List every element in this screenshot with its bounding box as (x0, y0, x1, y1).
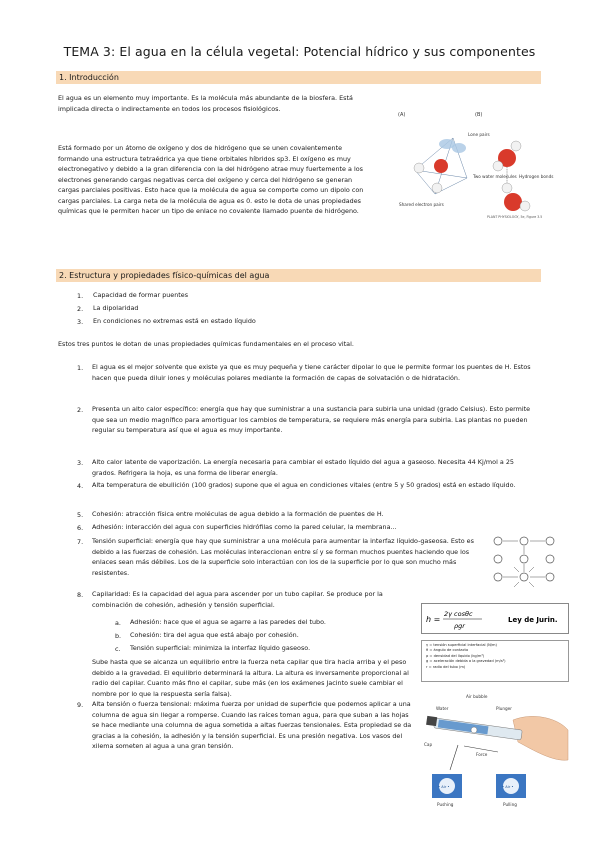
legend-line: θ = ángulo de contacto (426, 648, 469, 653)
legend-line: γ = tensión superficial interfacial (N/m) (426, 643, 497, 647)
legend-line: g = aceleración debida a la gravedad (m/s²) (426, 659, 506, 664)
hbonds-label: Hydrogen bonds (519, 174, 554, 179)
section-2-heading: 2. Estructura y propiedades físico-químicas del agua (56, 269, 541, 282)
property-item: Alta temperatura de ebullición (100 grados) supone que el agua en condiciones vitales (entre 5 y 50 grados) está en estado líquido. (92, 481, 516, 489)
shared-pairs-label: Shared electron pairs (399, 202, 444, 207)
document-title: TEMA 3: El agua en la célula vegetal: Potencial hídrico y sus componentes (63, 44, 536, 59)
property-item: Cohesión: atracción física entre moléculas de agua debido a la formación de puentes de H. (92, 510, 384, 518)
legend-line: r = radio del tubo (m) (426, 664, 466, 669)
figure-label-b: (B) (475, 112, 483, 118)
property-number: 7. (77, 538, 84, 546)
cap-label: Cap (424, 742, 433, 747)
property-number: 8. (77, 591, 84, 599)
air-bubble-label: Air bubble (466, 694, 488, 699)
formula-numerator: 2γ cosθc (444, 610, 473, 618)
sub-item-letter: a. (115, 619, 121, 627)
list-item: Capacidad de formar puentes (93, 291, 189, 299)
property-number: 5. (77, 511, 84, 519)
surface-tension-figure (490, 535, 558, 590)
formula-lhs: h = (426, 615, 441, 624)
property-number: 2. (77, 406, 84, 414)
property-item: Alto calor latente de vaporización. La energía necesaria para cambiar el estado líquido del agua a gaseoso. Necesita 44 Kj/mol a 25 grados. Refrigera la hoja, es una forma de liberar energía. (92, 458, 514, 477)
section-1-heading: 1. Introducción (56, 71, 541, 84)
intro-paragraph-2: Está formado por un átomo de oxígeno y dos de hidrógeno que se unen covalentemente formando una estructura tetraédrica ya que tiene orbitales híbridos sp3. El oxígeno es muy electronegativo y debido a la gran diferencia con la del hidrógeno atrae muy fuertemente a los electrones generando cargas negativas cerca del oxígeno y cerca del hidrógeno se generan cargas parciales positivas. Esto hace que la molécula de agua se comporte como un dipolo con cargas parciales. La carga neta de la molécula de agua es 0. esto le dota de unas propiedades químicas que le permiten hacer un tipo de enlace no covalente llamado puente de hidrógeno. (58, 144, 364, 215)
list-number: 1. (77, 292, 84, 300)
force-label: Force (476, 752, 488, 757)
sub-item-letter: b. (115, 632, 122, 640)
two-water-label: Two water molecules (473, 174, 517, 179)
jurin-formula (421, 603, 569, 634)
air-plus-right: • Air • (502, 785, 514, 789)
formula-legend (421, 640, 569, 682)
property-number: 4. (77, 482, 84, 490)
sub-item: Cohesión: tira del agua que está abajo por cohesión. (130, 631, 299, 639)
list-number: 2. (77, 305, 84, 313)
property-item: Presenta un alto calor específico: energía que hay que suministrar a una sustancia para subirla una unidad (grado Celsius). Esto permite que sea un medio magnífico para amortiguar los cambios de temperatura, se requiere más energía para subirla. Las plantas no pueden regular su temperatura así que el agua es muy importante. (92, 405, 531, 434)
section-2-intro: Estos tres puntos le dotan de unas propiedades químicas fundamentales en el proceso vital. (58, 340, 354, 348)
sub-item: Adhesión: hace que el agua se agarre a las paredes del tubo. (130, 618, 326, 626)
property-number: 9. (77, 701, 84, 709)
formula-name: Ley de Jurin. (508, 616, 558, 624)
intro-paragraph-1: El agua es un elemento muy importante. Es la molécula más abundante de la biosfera. Está implicada directa o indirectamente en todos los procesos fisiológicos. (58, 94, 353, 113)
property-item: Capilaridad: Es la capacidad del agua para ascender por un tubo capilar. Se produce por la combinación de cohesión, adhesión y tensión superficial. (92, 590, 383, 609)
property-item: El agua es el mejor solvente que existe ya que es muy pequeña y tiene carácter dipolar lo que le permite formar los puentes de H. Estos hacen que pueda diluir iones y moléculas polares mediante la formación de capas de solvatación o de hidratación. (92, 363, 531, 382)
figure-label-a: (A) (398, 112, 406, 118)
air-plus-left: • Air • (438, 785, 450, 789)
plunger-label: Plunger (496, 706, 512, 711)
list-item: La dipolaridad (93, 304, 139, 312)
property-number: 6. (77, 524, 84, 532)
water-label: Water (436, 706, 449, 711)
figure-caption: PLANT PHYSIOLOGY, 5e, Figure 3.5 (487, 215, 543, 219)
list-number: 3. (77, 318, 84, 326)
pulling-label: Pulling (503, 802, 517, 807)
water-molecule-figure (395, 108, 554, 220)
sub-item-letter: c. (115, 645, 121, 653)
property-item: Tensión superficial: energía que hay que suministrar a una molécula para aumentar la interfaz líquido-gaseosa. Esto es debido a las fuerzas de cohesión. Las moléculas interaccionan entre sí y se forman muchos puentes haciendo que los enlaces sean más débiles. Los de la superficie solo interactúan con los de la superficie por lo que son mucho más resistentes. (92, 537, 474, 577)
property-number: 1. (77, 364, 84, 372)
capillarity-paragraph: Sube hasta que se alcanza un equilibrio entre la fuerza neta capilar que tira hacia arriba y el peso debido a la gravedad. El equilibrio determinará la altura. La altura es inversamente proporcional al radio del capilar. Cuanto más fino el capilar, sube más (en los exámenes Jacinto suele cambiar el nombre por lo que la respuesta sería falsa). (92, 658, 409, 698)
legend-line: ρ = densidad del líquido (kg/m³) (426, 653, 485, 658)
list-item: En condiciones no extremas está en estado líquido (93, 317, 256, 325)
property-number: 3. (77, 459, 84, 467)
lone-pairs-label: Lone pairs (468, 132, 490, 137)
syringe-figure (418, 690, 573, 810)
formula-denominator: ρgr (454, 622, 465, 630)
property-item: Alta tensión o fuerza tensional: máxima fuerza por unidad de superficie que podemos aplicar a una columna de agua sin llegar a romperse. Cuando las raíces toman agua, para que suban a las hojas se hace mediante una columna de agua sometida a altas fuerzas tensionales. Esta propiedad se da gracias a la cohesión, la adhesión y la tensión superficial. Es una presión negativa. Los vasos del xilema someten al agua a una gran tensión. (92, 700, 412, 750)
property-item: Adhesión: interacción del agua con superficies hidrófilas como la pared celular, la membrana... (92, 523, 397, 531)
pushing-label: Pushing (437, 802, 454, 807)
sub-item: Tensión superficial: minimiza la interfaz líquido gaseoso. (130, 644, 311, 652)
